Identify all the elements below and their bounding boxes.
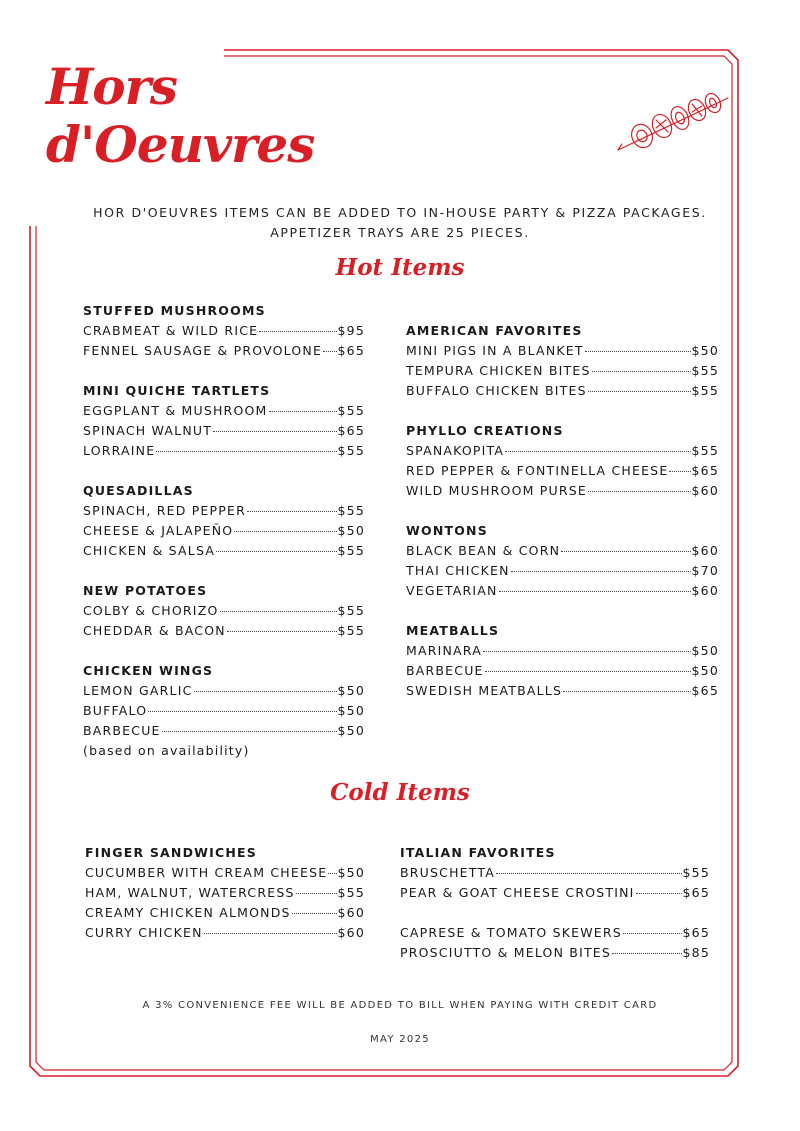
dot-leader — [259, 331, 336, 332]
menu-group-title: AMERICAN FAVORITES — [406, 323, 583, 338]
menu-item — [406, 641, 719, 661]
dot-leader — [485, 671, 691, 672]
dot-leader — [213, 431, 336, 432]
menu-item — [406, 661, 719, 681]
hot-items-left-column — [83, 301, 365, 781]
menu-group-title: CHICKEN WINGS — [83, 663, 214, 678]
page-title — [46, 58, 314, 174]
menu-item-name: RED PEPPER & FONTINELLA CHEESE — [406, 463, 669, 478]
menu-group-title: STUFFED MUSHROOMS — [83, 303, 266, 318]
skewer-icon — [616, 92, 732, 154]
menu-item-price: $50 — [691, 663, 719, 678]
menu-item — [406, 361, 719, 381]
menu-item-price: $50 — [337, 683, 365, 698]
menu-item-price: $60 — [691, 483, 719, 498]
menu-item-name: HAM, WALNUT, WATERCRESS — [85, 885, 295, 900]
hot-items-heading: Hot Items — [335, 254, 465, 281]
dot-leader — [269, 411, 337, 412]
menu-item-name: PEAR & GOAT CHEESE CROSTINI — [400, 885, 635, 900]
menu-item-name: BUFFALO — [83, 703, 148, 718]
dot-leader — [585, 351, 691, 352]
menu-item — [83, 621, 365, 641]
cold-items-left-column — [85, 843, 365, 963]
menu-item — [83, 321, 365, 341]
page-title-line-1: Hors — [46, 57, 178, 116]
menu-item-price: $50 — [691, 643, 719, 658]
menu-item — [400, 883, 710, 903]
menu-item-price: $60 — [337, 925, 365, 940]
dot-leader — [216, 551, 336, 552]
menu-item-name: WILD MUSHROOM PURSE — [406, 483, 588, 498]
menu-item — [83, 521, 365, 541]
menu-item-price: $55 — [337, 623, 365, 638]
menu-item-name: BLACK BEAN & CORN — [406, 543, 561, 558]
hot-items-right-column — [406, 321, 719, 721]
intro-line-2: APPETIZER TRAYS ARE 25 PIECES. — [270, 225, 530, 240]
menu-item-name: TEMPURA CHICKEN BITES — [406, 363, 591, 378]
menu-item-name: FENNEL SAUSAGE & PROVOLONE — [83, 343, 323, 358]
menu-group-title: MEATBALLS — [406, 623, 500, 638]
menu-item-name: CREAMY CHICKEN ALMONDS — [85, 905, 291, 920]
dot-leader — [234, 531, 336, 532]
dot-leader — [612, 953, 681, 954]
menu-item-price: $50 — [337, 523, 365, 538]
menu-item-price: $55 — [691, 363, 719, 378]
menu-item-price: $50 — [337, 723, 365, 738]
menu-item — [83, 421, 365, 441]
menu-item-name: THAI CHICKEN — [406, 563, 510, 578]
dot-leader — [636, 893, 682, 894]
menu-item-price: $50 — [337, 703, 365, 718]
menu-item-price: $50 — [691, 343, 719, 358]
menu-group-title: PHYLLO CREATIONS — [406, 423, 564, 438]
menu-item-price: $60 — [691, 543, 719, 558]
menu-item-name: EGGPLANT & MUSHROOM — [83, 403, 268, 418]
menu-item-name: MINI PIGS IN A BLANKET — [406, 343, 584, 358]
intro-line-1: HOR D'OEUVRES ITEMS CAN BE ADDED TO IN-HOUSE PARTY & PIZZA PACKAGES. — [93, 205, 707, 220]
dot-leader — [292, 913, 337, 914]
menu-item — [83, 341, 365, 361]
dot-leader — [511, 571, 691, 572]
dot-leader — [483, 651, 691, 652]
menu-item-price: $65 — [691, 683, 719, 698]
menu-item-name: COLBY & CHORIZO — [83, 603, 219, 618]
dot-leader — [162, 731, 337, 732]
menu-item — [85, 903, 365, 923]
dot-leader — [204, 933, 337, 934]
menu-item-name: BRUSCHETTA — [400, 865, 496, 880]
menu-item-price: $55 — [337, 603, 365, 618]
menu-item-price: $55 — [337, 403, 365, 418]
menu-item — [85, 923, 365, 943]
menu-item — [406, 461, 719, 481]
menu-spacer — [400, 903, 710, 923]
menu-item — [85, 863, 365, 883]
dot-leader — [499, 591, 691, 592]
menu-date: MAY 2025 — [370, 1034, 430, 1045]
dot-leader — [323, 351, 336, 352]
cold-items-heading: Cold Items — [330, 779, 470, 806]
dot-leader — [296, 893, 337, 894]
menu-item-price: $55 — [691, 443, 719, 458]
menu-group-stuffed-mushrooms — [83, 301, 365, 361]
menu-item-price: $65 — [682, 925, 710, 940]
menu-item-price: $55 — [337, 885, 365, 900]
menu-group-italian-favorites — [400, 843, 710, 963]
dot-leader — [220, 611, 337, 612]
menu-item — [400, 943, 710, 963]
dot-leader — [623, 933, 682, 934]
menu-group-note: (based on availability) — [83, 743, 250, 758]
menu-item-name: CURRY CHICKEN — [85, 925, 203, 940]
menu-item-price: $65 — [337, 343, 365, 358]
dot-leader — [194, 691, 337, 692]
page-title-line-2: d'Oeuvres — [46, 115, 315, 174]
menu-item — [406, 581, 719, 601]
menu-group-new-potatoes — [83, 581, 365, 641]
menu-group-title: NEW POTATOES — [83, 583, 208, 598]
menu-item — [83, 721, 365, 741]
dot-leader — [669, 471, 690, 472]
menu-item — [83, 541, 365, 561]
menu-item-name: BARBECUE — [406, 663, 484, 678]
menu-item-price: $50 — [337, 865, 365, 880]
menu-item-name: CRABMEAT & WILD RICE — [83, 323, 259, 338]
menu-item-price: $70 — [691, 563, 719, 578]
menu-item — [406, 541, 719, 561]
menu-item-name: CAPRESE & TOMATO SKEWERS — [400, 925, 622, 940]
menu-item-name: CHEESE & JALAPEÑO — [83, 523, 234, 538]
menu-item — [406, 341, 719, 361]
menu-item-name: BUFFALO CHICKEN BITES — [406, 383, 587, 398]
menu-item-price: $55 — [337, 543, 365, 558]
menu-item-name: SPANAKOPITA — [406, 443, 505, 458]
menu-group-wontons — [406, 521, 719, 601]
menu-item-name: LEMON GARLIC — [83, 683, 193, 698]
menu-group-phyllo-creations — [406, 421, 719, 501]
menu-group-meatballs — [406, 621, 719, 701]
menu-item-price: $60 — [691, 583, 719, 598]
menu-group-quesadillas — [83, 481, 365, 561]
convenience-fee-note: A 3% CONVENIENCE FEE WILL BE ADDED TO BILL WHEN PAYING WITH CREDIT CARD — [142, 1000, 658, 1011]
menu-item-name: SPINACH, RED PEPPER — [83, 503, 246, 518]
menu-item — [406, 681, 719, 701]
menu-item — [85, 883, 365, 903]
menu-item-price: $55 — [691, 383, 719, 398]
menu-item-name: VEGETARIAN — [406, 583, 498, 598]
menu-group-american-favorites — [406, 321, 719, 401]
menu-item — [400, 863, 710, 883]
menu-item-price: $95 — [337, 323, 365, 338]
menu-group-mini-quiche-tartlets — [83, 381, 365, 461]
menu-item-name: LORRAINE — [83, 443, 156, 458]
menu-item — [83, 681, 365, 701]
dot-leader — [247, 511, 337, 512]
dot-leader — [588, 491, 691, 492]
dot-leader — [496, 873, 682, 874]
menu-item-name: PROSCIUTTO & MELON BITES — [400, 945, 612, 960]
menu-item-price: $60 — [337, 905, 365, 920]
menu-group-finger-sandwiches — [85, 843, 365, 943]
cold-items-right-column — [400, 843, 710, 983]
menu-item-price: $55 — [337, 503, 365, 518]
menu-group-title: ITALIAN FAVORITES — [400, 845, 556, 860]
menu-item-name: CHICKEN & SALSA — [83, 543, 216, 558]
menu-item — [83, 601, 365, 621]
menu-item — [83, 701, 365, 721]
menu-item-price: $85 — [682, 945, 710, 960]
menu-item — [400, 923, 710, 943]
menu-group-title: MINI QUICHE TARTLETS — [83, 383, 271, 398]
menu-item — [406, 481, 719, 501]
menu-item-name: MARINARA — [406, 643, 482, 658]
dot-leader — [156, 451, 336, 452]
menu-item-price: $55 — [337, 443, 365, 458]
menu-item-price: $65 — [691, 463, 719, 478]
dot-leader — [328, 873, 336, 874]
menu-item-name: SWEDISH MEATBALLS — [406, 683, 563, 698]
menu-item — [83, 441, 365, 461]
menu-group-title: FINGER SANDWICHES — [85, 845, 257, 860]
menu-item-price: $65 — [682, 885, 710, 900]
dot-leader — [227, 631, 337, 632]
menu-item-name: CHEDDAR & BACON — [83, 623, 226, 638]
menu-item — [406, 561, 719, 581]
menu-item-name: SPINACH WALNUT — [83, 423, 213, 438]
dot-leader — [588, 391, 691, 392]
menu-item-price: $65 — [337, 423, 365, 438]
menu-item — [406, 441, 719, 461]
menu-item-name: CUCUMBER WITH CREAM CHEESE — [85, 865, 328, 880]
dot-leader — [592, 371, 691, 372]
menu-item — [406, 381, 719, 401]
menu-item-name: BARBECUE — [83, 723, 161, 738]
menu-item-price: $55 — [682, 865, 710, 880]
menu-group-title: QUESADILLAS — [83, 483, 194, 498]
dot-leader — [563, 691, 690, 692]
dot-leader — [148, 711, 336, 712]
dot-leader — [505, 451, 690, 452]
menu-item — [83, 501, 365, 521]
menu-group-chicken-wings — [83, 661, 365, 761]
menu-item — [83, 401, 365, 421]
menu-group-title: WONTONS — [406, 523, 488, 538]
dot-leader — [561, 551, 690, 552]
